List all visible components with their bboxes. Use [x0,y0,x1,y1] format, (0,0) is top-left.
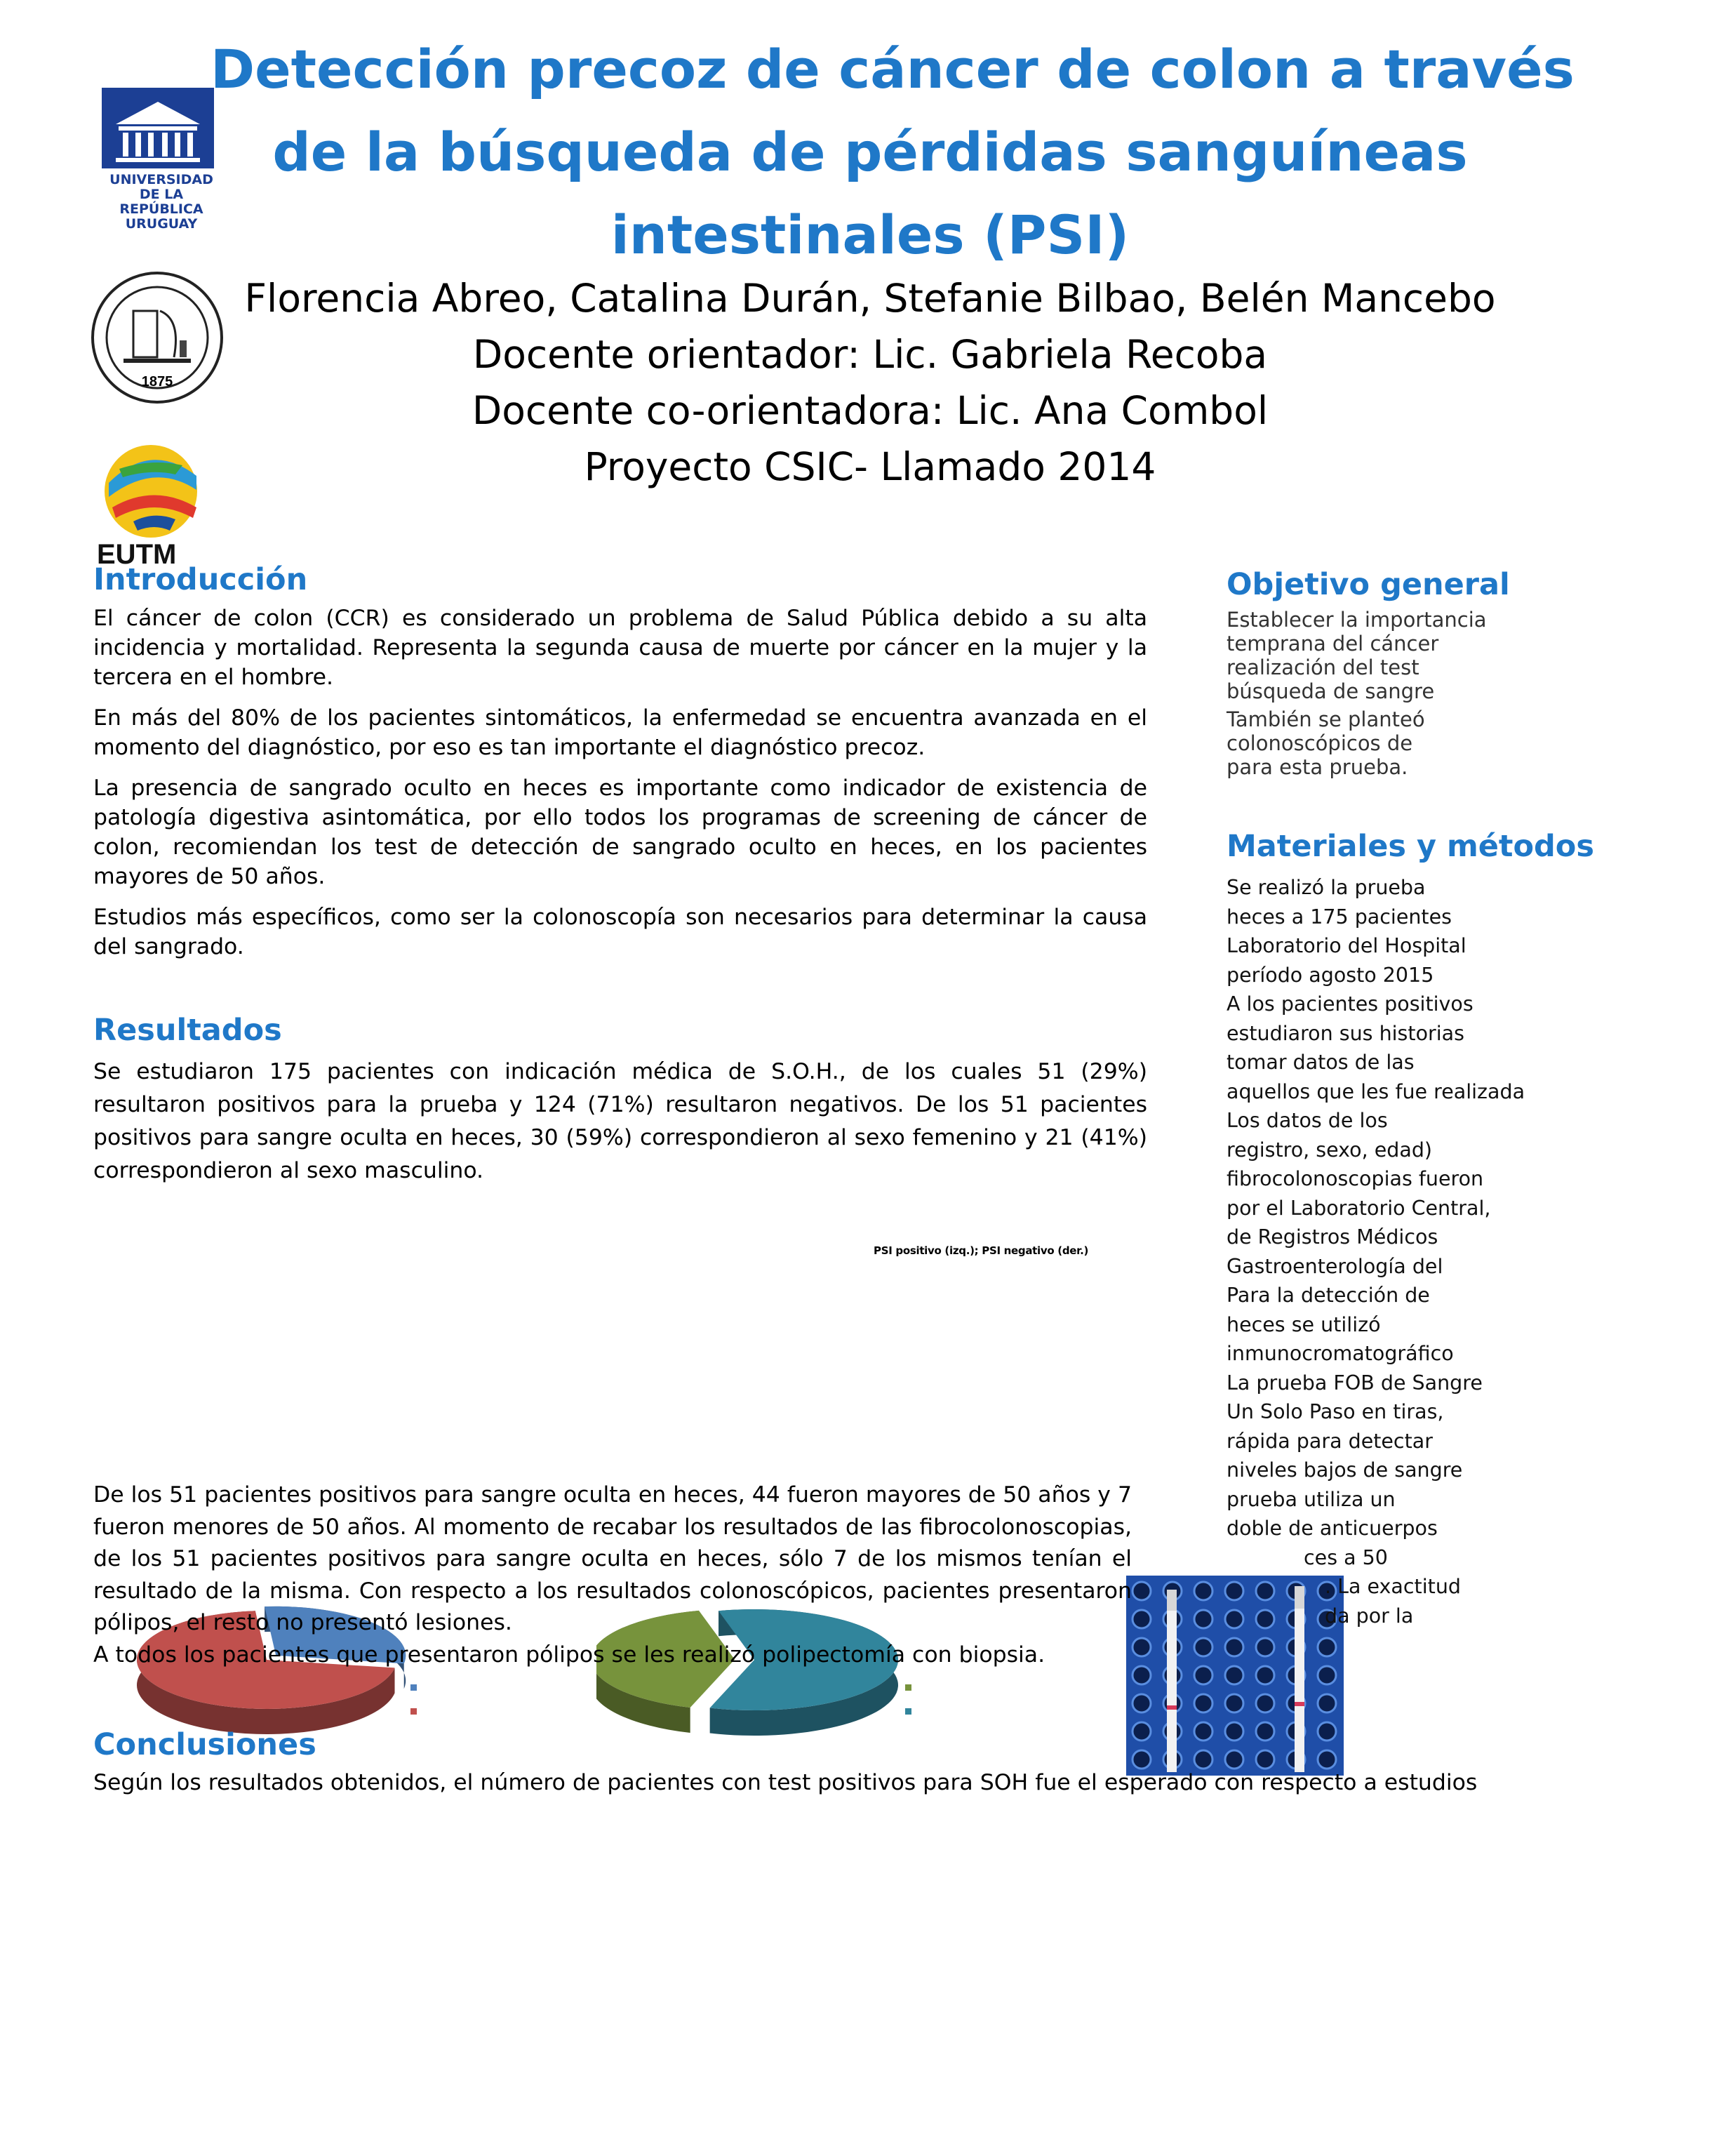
methods-line: niveles bajos de sangre [1227,1458,1463,1482]
methods-line: rápida para detectar [1227,1429,1433,1453]
author-names: Florencia Abreo, Catalina Durán, Stefanie Bilbao, Belén Mancebo [244,276,1496,321]
rack-hole [1225,1722,1243,1741]
seal-year: 1875 [141,374,173,390]
eutm-globe-icon [91,441,211,539]
methods-line: inmunocromatográfico [1227,1342,1454,1365]
objective-line: para esta prueba. [1227,755,1408,779]
methods-body [1227,873,1530,1630]
objective-line: colonoscópicos de [1227,731,1413,755]
methods-line: prueba utiliza un [1227,1487,1396,1511]
rack-hole [1225,1694,1243,1712]
methods-line: . La exactitud [1325,1575,1461,1598]
rack-hole [1194,1666,1212,1684]
rack-hole [1318,1638,1336,1656]
rack-hole [1256,1666,1274,1684]
legend-marker [410,1684,417,1691]
methods-line: tomar datos de las [1227,1051,1415,1074]
rack-hole [1225,1666,1243,1684]
intro-paragraph: El cáncer de colon (CCR) es considerado un problema de Salud Pública debido a su alta incidencia y mortalidad. Representa la segunda causa de muerte por cáncer en la mujer y la tercera en el hombre. [93,606,1147,690]
intro-paragraph: La presencia de sangrado oculto en heces es importante como indicador de existencia de patología digestiva asintomática, por ello todos los programas de screening de cáncer de colon, recomiendan los test de detección de sangrado oculto en heces, en los pacientes mayores de 50 años. [93,776,1147,889]
methods-line: Para la detección de [1227,1284,1430,1307]
methods-line: aquellos que les fue realizada [1227,1079,1525,1103]
udelar-name-line3: URUGUAY [125,216,198,232]
methods-line: período agosto 2015 [1227,963,1434,987]
advisor: Docente orientador: Lic. Gabriela Recoba [472,332,1268,377]
methods-line: Los datos de los [1227,1109,1388,1132]
legend-marker [410,1708,417,1715]
intro-paragraph: En más del 80% de los pacientes sintomáticos, la enfermedad se encuentra avanzada en el momento del diagnóstico, por eso es tan importante el diagnóstico precoz. [93,705,1147,760]
rack-hole [1318,1694,1336,1712]
eutm-logo [91,441,218,570]
methods-line: doble de anticuerpos [1227,1517,1438,1540]
rack-hole [1225,1750,1243,1769]
methods-line: heces a 175 pacientes [1227,905,1452,929]
methods-line: Se realizó la prueba [1227,876,1426,899]
legend-marker [905,1684,911,1691]
methods-line: ces a 50 [1304,1545,1388,1569]
rack-hole [1194,1694,1212,1712]
results-paragraph: De los 51 pacientes positivos para sangre oculta en heces, 44 fueron mayores de 50 años y 7 fueron menores de 50 años. Al momento de recabar los resultados de las fibrocolonoscopias, de los 51 pacientes positivos para sangre oculta en heces, sólo 7 de los mismos tenían el resultado de la misma. Con respecto a los resultados colonoscópicos, pacientes presentaron pólipos, el resto no presentó lesiones. [93,1482,1132,1635]
methods-line: heces se utilizó [1227,1312,1381,1336]
project: Proyecto CSIC- Llamado 2014 [584,444,1156,489]
legend-marker [905,1708,911,1715]
title-line2: de la búsqueda de pérdidas sanguíneas [272,121,1468,183]
rack-hole [1318,1722,1336,1741]
udelar-name-line2: DE LA REPÚBLICA [119,187,203,217]
methods-line: da por la [1325,1604,1414,1628]
rack-hole [1194,1610,1212,1628]
objective-body [1227,608,1507,783]
methods-line: Un Solo Paso en tiras, [1227,1400,1444,1423]
conclusions-text: Según los resultados obtenidos, el número de pacientes con test positivos para SOH fue el esperado con respecto a estudios [93,1770,1478,1795]
intro-paragraph: Estudios más específicos, como ser la colonoscopía son necesarios para determinar la causa del sangrado. [93,905,1147,959]
rack-hole [1194,1638,1212,1656]
intro-body [93,604,1147,973]
rack-hole [1256,1694,1274,1712]
rack-hole [1194,1722,1212,1741]
faculty-seal-icon [90,270,225,405]
objective-line: Establecer la importancia [1227,608,1487,632]
university-building-icon [102,88,214,168]
author-block [211,270,1530,495]
objective-paragraph [1227,608,1507,703]
co-advisor: Docente co-orientadora: Lic. Ana Combol [472,388,1269,433]
faculty-seal [90,270,225,405]
intro-heading: Introducción [93,562,308,597]
rack-hole [1194,1582,1212,1600]
methods-line: por el Laboratorio Central, [1227,1196,1491,1220]
results-body-2 [93,1479,1147,1671]
title-line1: Detección precoz de cáncer de colon a través [211,38,1575,100]
conclusions-heading: Conclusiones [93,1727,316,1762]
chart-caption: PSI positivo (izq.); PSI negativo (der.) [874,1244,1089,1257]
objective-line: realización del test [1227,656,1419,679]
rack-hole [1132,1694,1151,1712]
results-heading: Resultados [93,1013,282,1048]
methods-line: Gastroenterología del [1227,1254,1443,1278]
udelar-name-line1: UNIVERSIDAD [109,172,213,187]
results-body-1 [93,1056,1147,1199]
methods-line: fibrocolonoscopias fueron [1227,1167,1484,1190]
rack-hole [1225,1638,1243,1656]
methods-line: de Registros Médicos [1227,1225,1438,1249]
rack-hole [1256,1750,1274,1769]
methods-line: Laboratorio del Hospital [1227,934,1466,957]
eutm-label: EUTM [97,539,177,570]
methods-line: La prueba FOB de Sangre [1227,1371,1483,1395]
results-paragraph: Se estudiaron 175 pacientes con indicación médica de S.O.H., de los cuales 51 (29%) resultaron positivos para la prueba y 124 (71%) resultaron negativos. De los 51 pacientes positivos para sangre oculta en heces, 30 (59%) correspondieron al sexo femenino y 21 (41%) correspondieron al sexo masculino. [93,1059,1147,1183]
rack-hole [1194,1750,1212,1769]
objective-heading: Objetivo general [1227,567,1510,602]
objective-line: También se planteó [1227,707,1425,731]
poster-title [211,28,1575,277]
rack-hole [1256,1638,1274,1656]
objective-line: búsqueda de sangre [1227,679,1435,703]
methods-line: estudiaron sus historias [1227,1021,1464,1045]
rack-hole [1256,1722,1274,1741]
objective-paragraph [1227,707,1507,779]
results-paragraph: A todos los pacientes que presentaron pólipos se les realizó polipectomía con biopsia. [93,1642,1045,1668]
rack-hole [1318,1750,1336,1769]
methods-line: registro, sexo, edad) [1227,1138,1433,1162]
rack-hole [1132,1722,1151,1741]
title-line3: intestinales (PSI) [610,204,1130,266]
methods-line: A los pacientes positivos [1227,992,1474,1016]
rack-hole [1318,1666,1336,1684]
methods-heading: Materiales y métodos [1227,829,1594,864]
objective-line: temprana del cáncer [1227,632,1439,656]
rack-hole [1132,1750,1151,1769]
